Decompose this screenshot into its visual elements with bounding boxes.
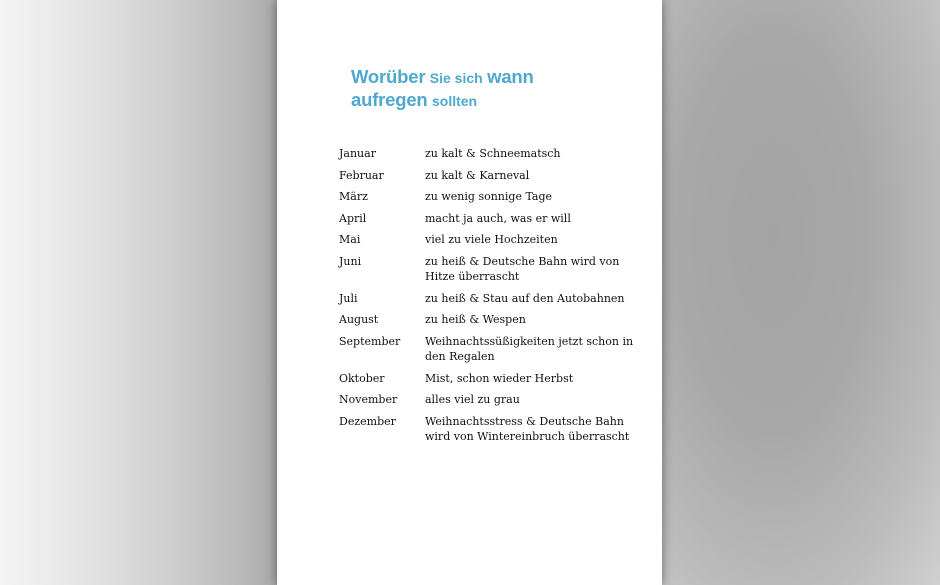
table-row — [339, 414, 639, 445]
table-row — [339, 168, 639, 184]
table-row — [339, 254, 639, 285]
month-label: Mai — [339, 233, 361, 246]
month-label: April — [339, 211, 367, 225]
month-label: März — [339, 190, 368, 203]
title-word: wann — [487, 66, 534, 87]
month-complaint: zu kalt & Schneematsch — [425, 147, 561, 160]
title-word: Sie sich — [429, 70, 483, 86]
background-right — [662, 0, 940, 585]
month-complaint: Weihnachtssüßigkeiten jetzt schon in den Regalen — [425, 334, 634, 363]
title-word: Worüber — [351, 66, 426, 87]
month-label: November — [339, 393, 398, 406]
month-complaint: zu heiß & Stau auf den Autobahnen — [425, 291, 625, 305]
title-line-2 — [351, 89, 534, 112]
month-complaint: viel zu viele Hochzeiten — [425, 233, 558, 246]
month-label: Januar — [339, 147, 376, 160]
month-complaint: zu heiß & Wespen — [425, 313, 526, 326]
month-label: Juli — [339, 291, 358, 305]
title-word: sollten — [431, 93, 478, 109]
month-label: Oktober — [339, 371, 385, 385]
table-row — [339, 211, 639, 227]
page-title — [351, 66, 534, 112]
month-label: August — [339, 313, 379, 326]
table-row — [339, 334, 639, 365]
table-row — [339, 371, 639, 387]
table-row — [339, 189, 639, 205]
month-label: Februar — [339, 168, 384, 182]
month-complaint: Mist, schon wieder Herbst — [425, 371, 574, 385]
table-row — [339, 232, 639, 248]
month-complaint: zu wenig sonnige Tage — [425, 190, 553, 203]
month-table — [339, 146, 639, 451]
month-complaint: macht ja auch, was er will — [425, 211, 571, 225]
month-complaint: zu heiß & Deutsche Bahn wird von Hitze überrascht — [425, 254, 620, 283]
title-word: aufregen — [351, 89, 428, 110]
month-label: Juni — [339, 254, 362, 268]
title-line-1 — [351, 66, 534, 89]
month-complaint: zu kalt & Karneval — [425, 168, 530, 182]
table-row — [339, 146, 639, 162]
document-page — [277, 0, 662, 585]
table-row — [339, 312, 639, 328]
month-label: Dezember — [339, 414, 396, 428]
table-row — [339, 291, 639, 307]
month-label: September — [339, 334, 401, 348]
table-row — [339, 392, 639, 408]
month-complaint: Weihnachtsstress & Deutsche Bahn wird von Wintereinbruch überrascht — [425, 414, 630, 443]
month-complaint: alles viel zu grau — [425, 393, 520, 406]
